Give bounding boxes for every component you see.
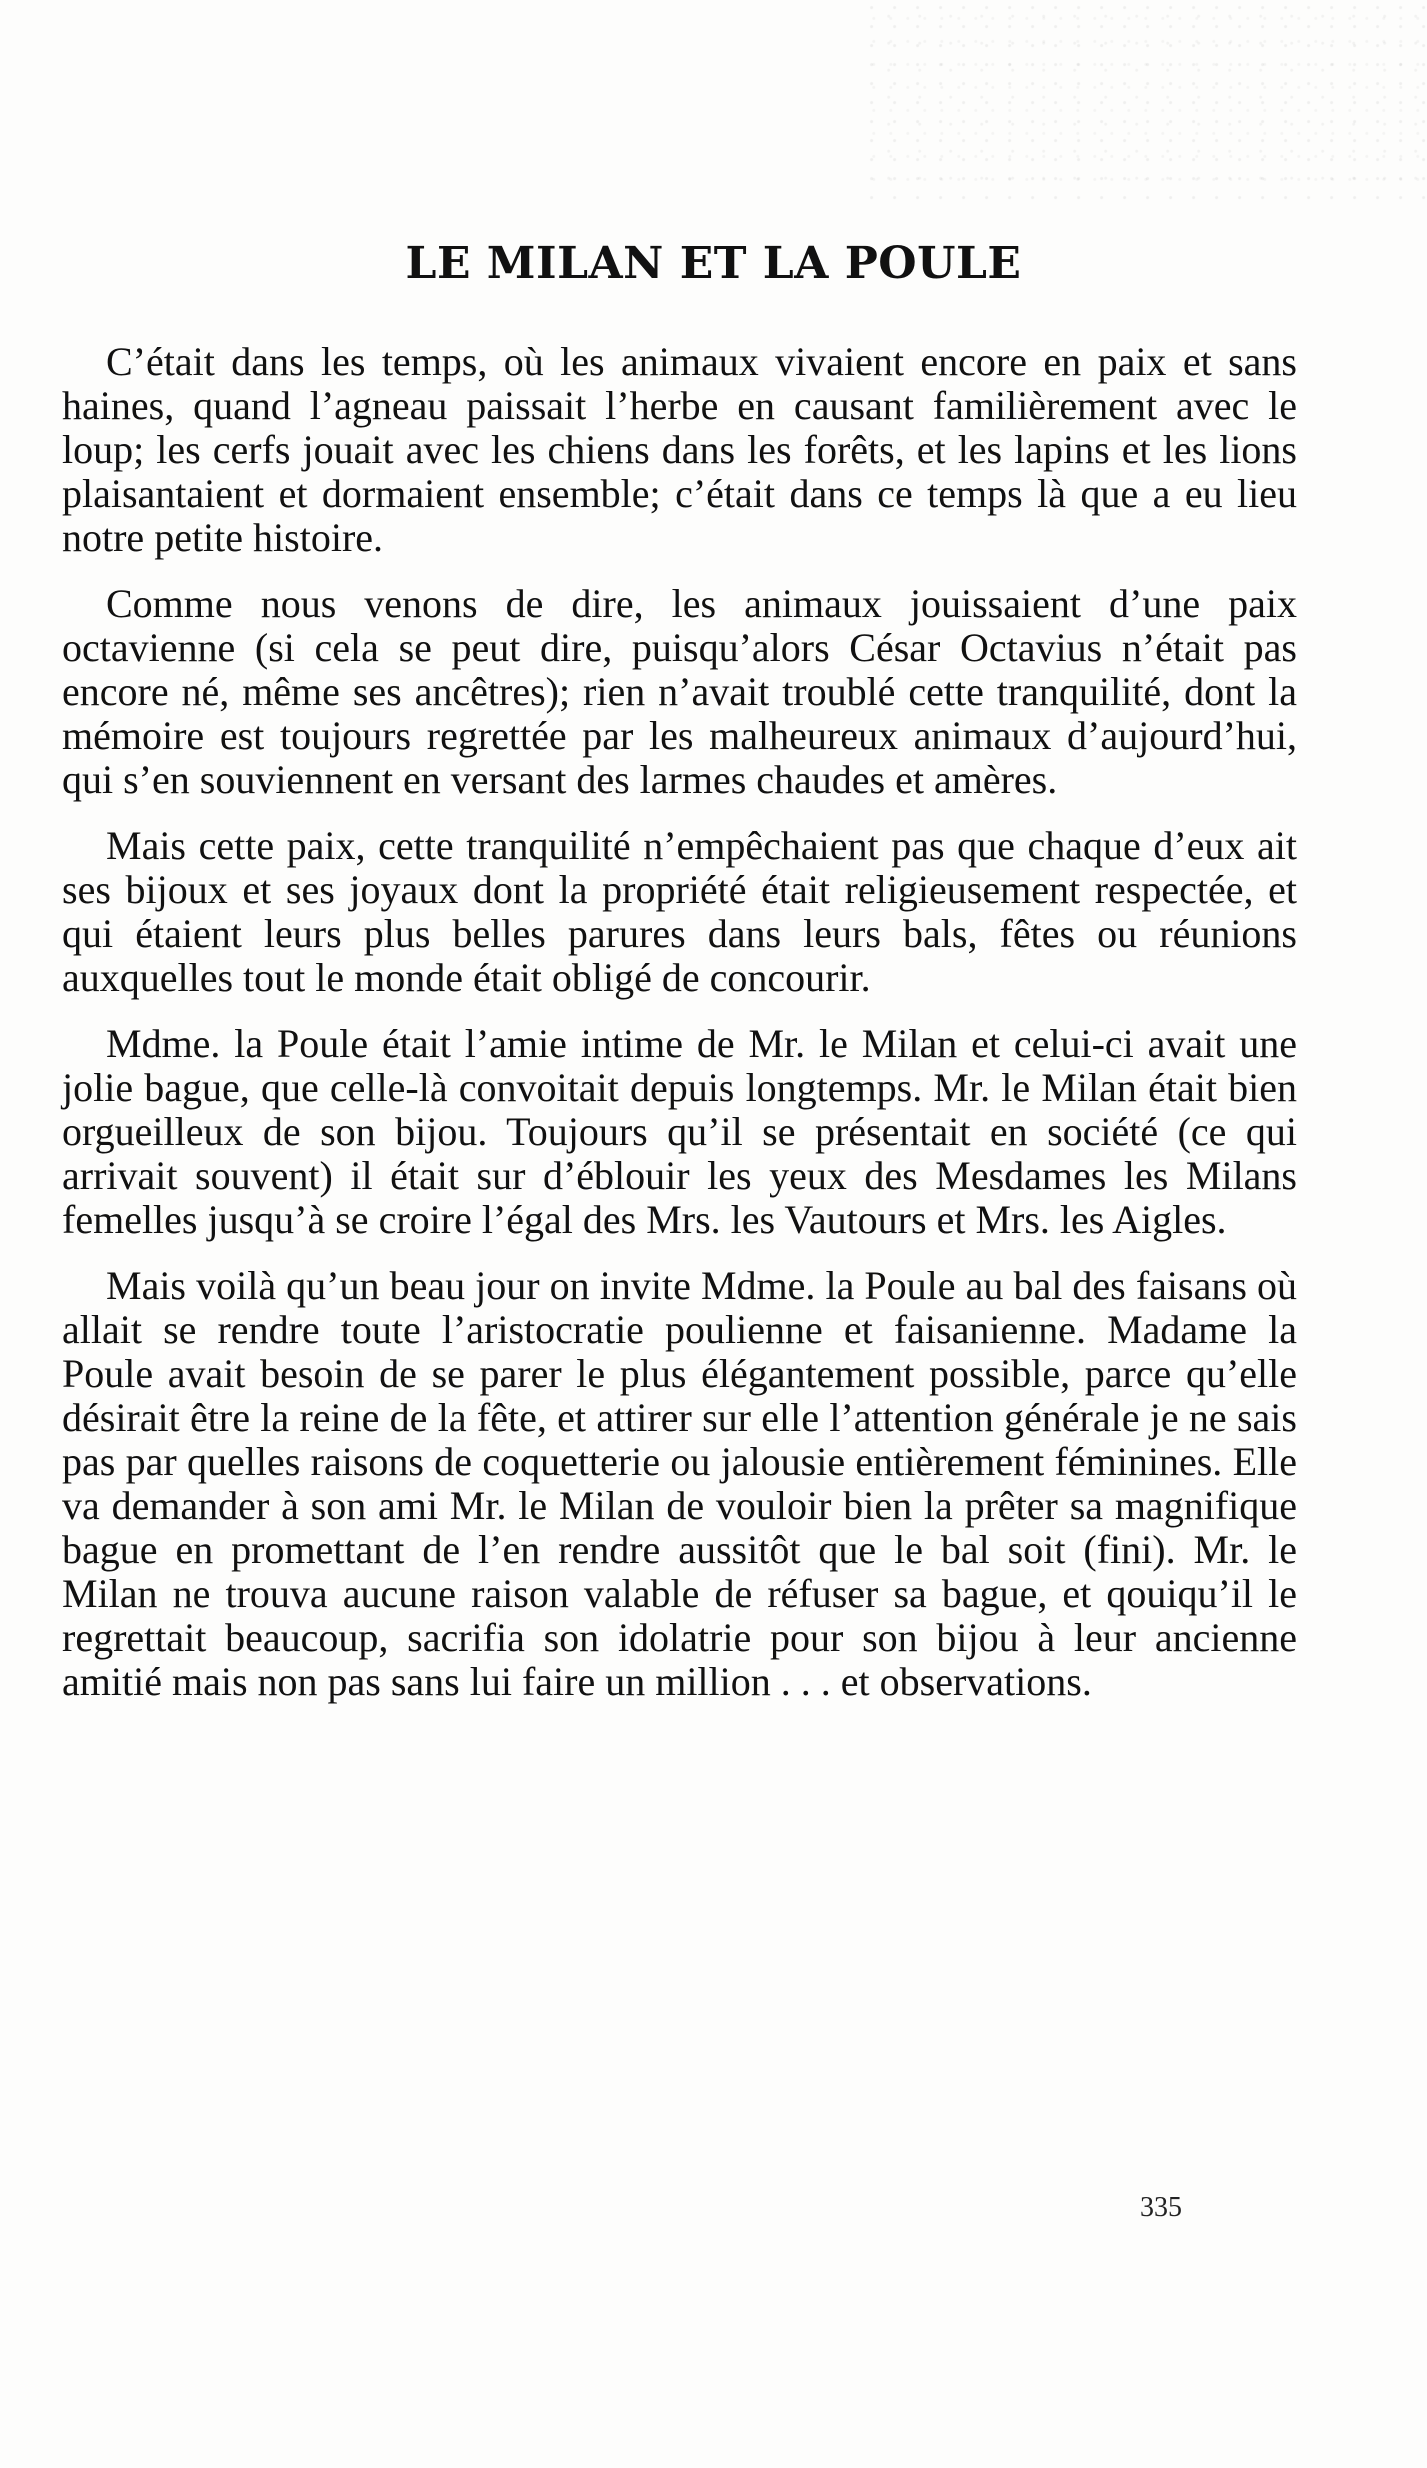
- paragraph-2: Comme nous venons de dire, les animaux jouissaient d’une paix octavienne (si cela se peut dire, puisqu’alors César Octavius n’était pas encore né, même ses ancêtres); rien n’avait troublé cette tranquilité, dont la mémoire est toujours regrettée par les malheureux animaux d’aujourd’hui, qui s’en souviennent en versant des larmes chaudes et amères.: [62, 581, 1297, 802]
- paragraph-1: C’était dans les temps, où les animaux vivaient encore en paix et sans haines, quand l’agneau paissait l’herbe en causant familièrement avec le loup; les cerfs jouait avec les chiens dans les forêts, et les lapins et les lions plaisantaient et dormaient ensemble; c’était dans ce temps là que a eu lieu notre petite histoire.: [62, 339, 1297, 560]
- page-title: LE MILAN ET LA POULE: [405, 238, 1022, 289]
- scan-noise: [867, 0, 1427, 200]
- paragraph-4: Mdme. la Poule était l’amie intime de Mr. le Milan et celui-ci avait une jolie bague, que celle-là convoitait depuis longtemps. Mr. le Milan était bien orgueilleux de son bijou. Toujours qu’il se présentait en société (ce qui arrivait souvent) il était sur d’éblouir les yeux des Mesdames les Milans femelles jusqu’à se croire l’égal des Mrs. les Vautours et Mrs. les Aigles.: [62, 1021, 1297, 1242]
- paragraph-5: Mais voilà qu’un beau jour on invite Mdme. la Poule au bal des faisans où allait se rendre toute l’aristocratie poulienne et faisanienne. Madame la Poule avait besoin de se parer le plus élégantement possible, parce qu’elle désirait être la reine de la fête, et attirer sur elle l’attention générale je ne sais pas par quelles raisons de coquetterie ou jalousie entièrement féminines. Elle va demander à son ami Mr. le Milan de vouloir bien la prêter sa magnifique bague en promettant de l’en rendre aussitôt que le bal soit (fini). Mr. le Milan ne trouva aucune raison valable de réfuser sa bague, et qouiqu’il le regrettait beaucoup, sacrifia son idolatrie pour son bijou à leur ancienne amitié mais non pas sans lui faire un million . . . et observations.: [62, 1263, 1297, 1704]
- body-text: [62, 340, 1297, 1726]
- paragraph-3: Mais cette paix, cette tranquilité n’empêchaient pas que chaque d’eux ait ses bijoux et ses joyaux dont la propriété était religieusement respectée, et qui étaient leurs plus belles parures dans leurs bals, fêtes ou réunions auxquelles tout le monde était obligé de concourir.: [62, 823, 1297, 1000]
- page-number: 335: [1140, 2192, 1182, 2223]
